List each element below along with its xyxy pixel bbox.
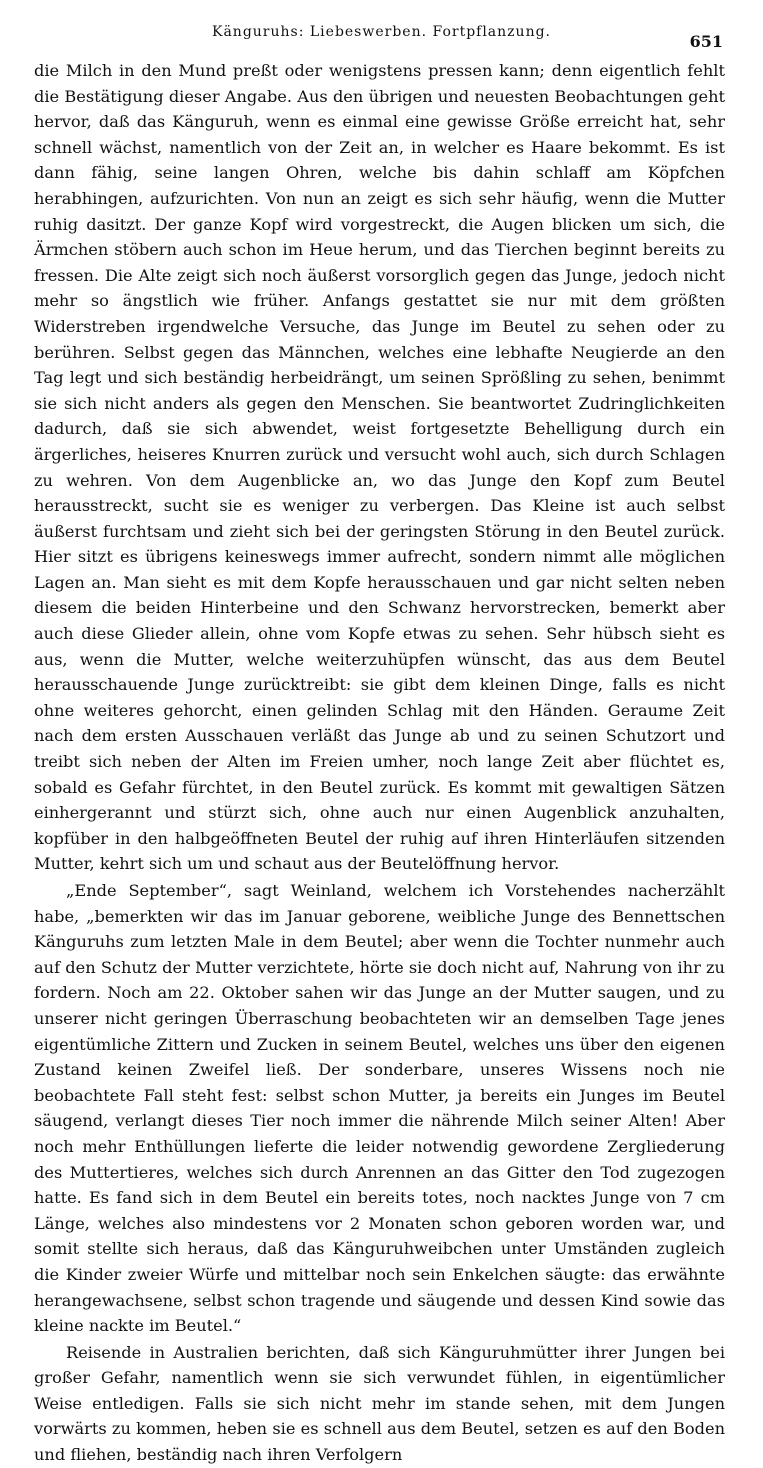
running-title: Känguruhs: Liebeswerben. Fortpflanzung.: [212, 24, 551, 40]
page-number: 651: [689, 32, 723, 51]
paragraph: die Milch in den Mund preßt oder wenigstens pressen kann; denn eigentlich fehlt die Bestätigung dieser Angabe. Aus den übrigen und neuesten Beobachtungen geht hervor, daß das Känguruh, wenn es einmal eine gewisse Größe erreicht hat, sehr schnell wächst, namentlich von der Zeit an, in welcher es Haare bekommt. Es ist dann fähig, seine langen Ohren, welche bis dahin schlaff am Köpfchen herabhingen, aufzurichten. Von nun an zeigt es sich sehr häufig, wenn die Mutter ruhig dasitzt. Der ganze Kopf wird vorgestreckt, die Augen blicken um sich, die Ärmchen stöbern auch schon im Heue herum, und das Tierchen beginnt bereits zu fressen. Die Alte zeigt sich noch äußerst vorsorglich gegen das Junge, jedoch nicht mehr so ängstlich wie früher. Anfangs gestattet sie nur mit dem größten Widerstreben irgendwelche Versuche, das Junge im Beutel zu sehen oder zu berühren. Selbst gegen das Männchen, welches eine lebhafte Neugierde an den Tag legt und sich beständig herbeidrängt, um seinen Sprößling zu sehen, benimmt sie sich nicht anders als gegen den Menschen. Sie beantwortet Zudringlichkeiten dadurch, daß sie sich abwendet, weist fortgesetzte Behelligung durch ein ärgerliches, heiseres Knurren zurück und versucht wohl auch, sich durch Schlagen zu wehren. Von dem Augenblicke an, wo das Junge den Kopf zum Beutel herausstreckt, sucht sie es weniger zu verbergen. Das Kleine ist auch selbst äußerst furchtsam und zieht sich bei der geringsten Störung in den Beutel zurück. Hier sitzt es übrigens keineswegs immer aufrecht, sondern nimmt alle möglichen Lagen an. Man sieht es mit dem Kopfe herausschauen und gar nicht selten neben diesem die beiden Hinterbeine und den Schwanz hervorstrecken, bemerkt aber auch diese Glieder allein, ohne vom Kopfe etwas zu sehen. Sehr hübsch sieht es aus, wenn die Mutter, welche weiterzuhüpfen wünscht, das aus dem Beutel herausschauende Junge zurücktreibt: sie gibt dem kleinen Dinge, falls es nicht ohne weiteres gehorcht, einen gelinden Schlag mit den Händen. Geraume Zeit nach dem ersten Ausschauen verläßt das Junge ab und zu seinen Schutzort und treibt sich neben der Alten im Freien umher, noch lange Zeit aber flüchtet es, sobald es Gefahr fürchtet, in den Beutel zurück. Es kommt mit gewaltigen Sätzen einhergerannt und stürzt sich, ohne auch nur einen Augenblick anzuhalten, kopfüber in den halbgeöffneten Beutel der ruhig auf ihren Hinterläufen sitzenden Mutter, kehrt sich um und schaut aus der Beutelöffnung hervor.: [34, 61, 725, 874]
body-text: [34, 58, 725, 1468]
paragraph-quote: „Ende September“, sagt Weinland, welchem ich Vorstehendes nacherzählt habe, „bemerkten wir das im Januar geborene, weibliche Junge des Bennettschen Känguruhs zum letzten Male in dem Beutel; aber wenn die Tochter nunmehr auch auf den Schutz der Mutter verzichtete, hörte sie doch nicht auf, Nahrung von ihr zu fordern. Noch am 22. Oktober sahen wir das Junge an der Mutter saugen, und zu unserer nicht geringen Überraschung beobachteten wir an demselben Tage jenes eigentümliche Zittern und Zucken in seinem Beutel, welches uns über den eigenen Zustand keinen Zweifel ließ. Der sonderbare, unseres Wissens noch nie beobachtete Fall steht fest: selbst schon Mutter, ja bereits ein Junges im Beutel säugend, verlangt dieses Tier noch immer die nährende Milch seiner Alten! Aber noch mehr Enthüllungen lieferte die leider notwendig gewordene Zergliederung des Muttertieres, welches sich durch Anrennen an das Gitter den Tod zugezogen hatte. Es fand sich in dem Beutel ein bereits totes, noch nacktes Junge von 7 cm Länge, welches also mindestens vor 2 Monaten schon geboren worden war, und somit stellte sich heraus, daß das Känguruhweibchen unter Umständen zugleich die Kinder zweier Würfe und mittelbar noch sein Enkelchen säugte: das erwähnte herangewachsene, selbst schon tragende und säugende und dessen Kind sowie das kleine nackte im Beutel.“: [34, 881, 725, 1336]
running-header: [0, 20, 763, 50]
paragraph: Reisende in Australien berichten, daß sich Känguruhmütter ihrer Jungen bei großer Gefahr, namentlich wenn sie sich verwundet fühlen, in eigentümlicher Weise entledigen. Falls sie sich nicht mehr im stande sehen, mit dem Jungen vorwärts zu kommen, heben sie es schnell aus dem Beutel, setzen es auf den Boden und fliehen, beständig nach ihren Verfolgern: [34, 1342, 725, 1465]
